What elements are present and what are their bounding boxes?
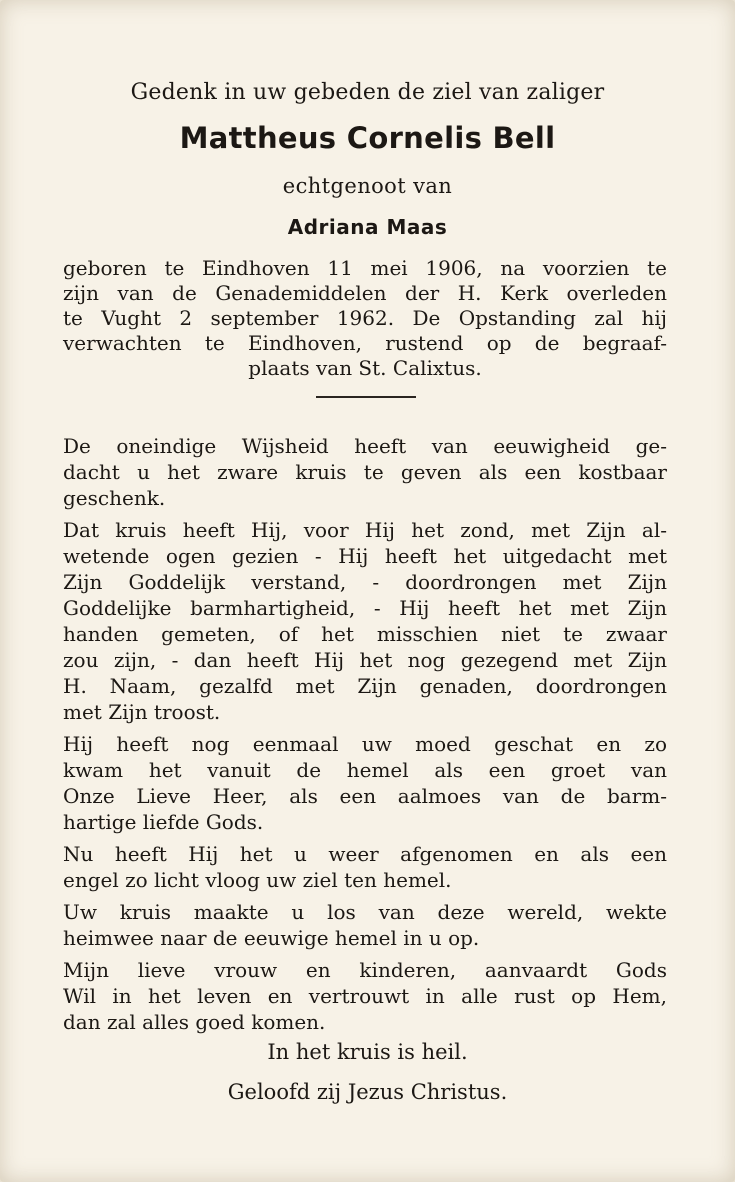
text-line: engel zo licht vloog uw ziel ten hemel.	[63, 868, 452, 892]
prayer-text	[63, 433, 667, 1041]
text-line: Hij heeft nog eenmaal uw moed geschat en zo	[63, 732, 667, 756]
text-line: Dat kruis heeft Hij, voor Hij het zond, met Zijn al-	[63, 518, 667, 542]
bio-line: plaats van St. Calixtus.	[248, 356, 482, 380]
text-line: Onze Lieve Heer, als een aalmoes van de barm-	[63, 784, 667, 808]
divider	[316, 396, 416, 398]
paragraph	[63, 957, 667, 1035]
paragraph	[63, 841, 667, 893]
biography	[63, 256, 667, 381]
text-line: De oneindige Wijsheid heeft van eeuwigheid ge-	[63, 434, 667, 458]
text-line: Uw kruis maakte u los van deze wereld, wekte	[63, 900, 667, 924]
spouse-label: echtgenoot van	[282, 174, 453, 198]
text-line: heimwee naar de eeuwige hemel in u op.	[63, 926, 480, 950]
bio-line: zijn van de Genademiddelen der H. Kerk overleden	[63, 281, 667, 305]
closing-line-2: Geloofd zij Jezus Christus.	[227, 1080, 508, 1104]
text-line: Nu heeft Hij het u weer afgenomen en als een	[63, 842, 667, 866]
text-line: zou zijn, - dan heeft Hij het nog gezegend met Zijn	[63, 648, 667, 672]
text-line: met Zijn troost.	[63, 700, 221, 724]
bio-line: geboren te Eindhoven 11 mei 1906, na voorzien te	[63, 256, 667, 280]
text-line: dan zal alles goed komen.	[63, 1010, 326, 1034]
closing-line-1: In het kruis is heil.	[267, 1040, 468, 1064]
text-line: geschenk.	[63, 486, 166, 510]
bio-line: verwachten te Eindhoven, rustend op de begraaf-	[63, 331, 667, 355]
text-line: handen gemeten, of het misschien niet te zwaar	[63, 622, 667, 646]
paragraph	[63, 433, 667, 511]
bio-line: te Vught 2 september 1962. De Opstanding zal hij	[63, 306, 667, 330]
text-line: Mijn lieve vrouw en kinderen, aanvaardt Gods	[63, 958, 667, 982]
text-line: wetende ogen gezien - Hij heeft het uitgedacht met	[63, 544, 667, 568]
text-line: Zijn Goddelijk verstand, - doordrongen met Zijn	[63, 570, 667, 594]
text-line: hartige liefde Gods.	[63, 810, 264, 834]
intro-line: Gedenk in uw gebeden de ziel van zaliger	[130, 80, 605, 105]
text-line: kwam het vanuit de hemel als een groet van	[63, 758, 667, 782]
text-line: Wil in het leven en vertrouwt in alle rust op Hem,	[63, 984, 667, 1008]
text-line: H. Naam, gezalfd met Zijn genaden, doordrongen	[63, 674, 667, 698]
paragraph	[63, 517, 667, 725]
paragraph	[63, 899, 667, 951]
text-line: Goddelijke barmhartigheid, - Hij heeft het met Zijn	[63, 596, 667, 620]
deceased-name: Mattheus Cornelis Bell	[179, 121, 556, 155]
text-line: dacht u het zware kruis te geven als een kostbaar	[63, 460, 667, 484]
paragraph	[63, 731, 667, 835]
spouse-name: Adriana Maas	[287, 215, 448, 239]
